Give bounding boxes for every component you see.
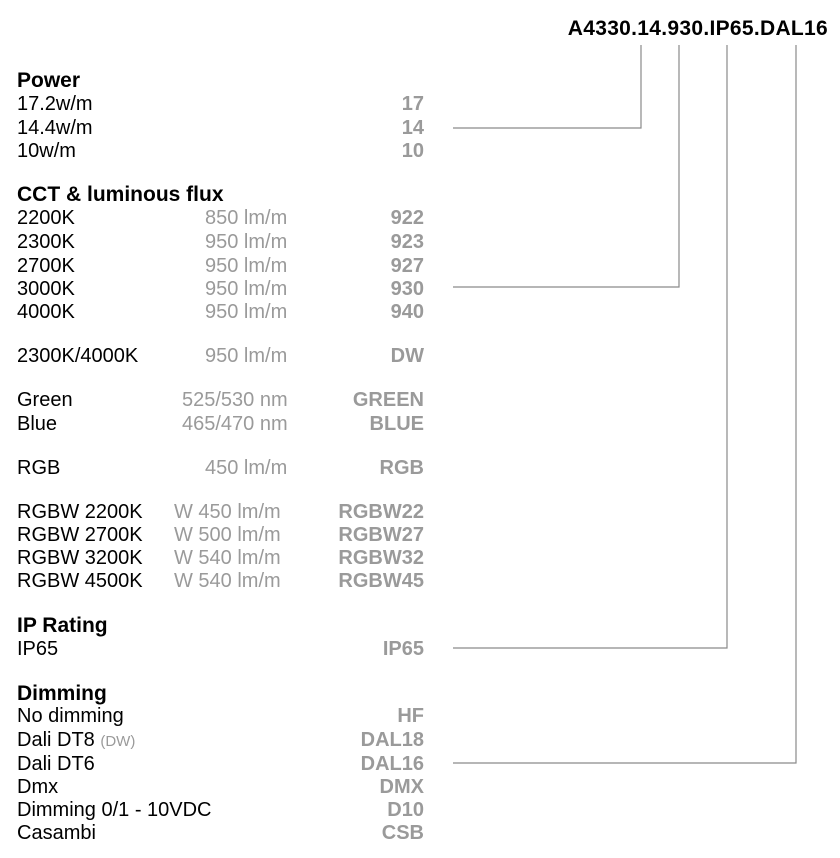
connector-ip — [453, 45, 727, 648]
cct-label: 3000K — [17, 278, 75, 300]
cct-flux: 450 lm/m — [205, 457, 288, 479]
cct-label: 4000K — [17, 301, 75, 323]
cct-code: RGBW45 — [338, 570, 424, 592]
cct-flux: 950 lm/m — [205, 345, 288, 367]
connector-power — [453, 45, 641, 128]
cct-label: RGBW 2200K — [17, 501, 143, 523]
cct-label: RGB — [17, 457, 61, 479]
dimming-code: DAL18 — [360, 729, 424, 751]
product-code: A4330.14.930.IP65.DAL16 — [567, 17, 828, 40]
cct-label: 2300K — [17, 231, 75, 253]
dimming-note: (DW) — [100, 733, 136, 750]
dimming-label: Dali DT8 — [17, 729, 95, 751]
cct-label: 2300K/4000K — [17, 345, 139, 367]
cct-code: 923 — [390, 231, 424, 253]
power-label: 14.4w/m — [17, 117, 93, 139]
dimming-code: HF — [397, 705, 424, 727]
dimming-label: No dimming — [17, 705, 124, 727]
dimming-code: DAL16 — [360, 753, 424, 775]
dimming-label: Dali DT6 — [17, 753, 95, 775]
dimming-heading: Dimming — [17, 682, 107, 705]
cct-label: Green — [17, 389, 73, 411]
dimming-label-row — [17, 730, 135, 750]
cct-flux: 950 lm/m — [205, 231, 288, 253]
cct-code: BLUE — [369, 413, 424, 435]
cct-flux: 950 lm/m — [205, 255, 288, 277]
power-code: 14 — [401, 117, 424, 139]
cct-flux: W 540 lm/m — [174, 570, 281, 592]
cct-label: Blue — [17, 413, 58, 435]
dimming-code: DMX — [379, 776, 424, 798]
power-code: 10 — [401, 140, 424, 162]
cct-label: RGBW 3200K — [17, 547, 143, 569]
power-label: 17.2w/m — [17, 93, 93, 115]
power-heading: Power — [17, 69, 81, 92]
cct-label: 2200K — [17, 207, 75, 229]
cct-label: 2700K — [17, 255, 75, 277]
connector-cct — [453, 45, 679, 287]
ip-code: IP65 — [382, 638, 424, 660]
cct-code: 922 — [390, 207, 424, 229]
cct-code: RGBW22 — [338, 501, 424, 523]
cct-label: RGBW 2700K — [17, 524, 143, 546]
cct-heading: CCT & luminous flux — [17, 183, 224, 206]
ip-label: IP65 — [17, 638, 59, 660]
dimming-label: Casambi — [17, 822, 96, 844]
cct-code: GREEN — [352, 389, 424, 411]
cct-wavelength: 465/470 nm — [182, 413, 288, 435]
cct-code: 940 — [390, 301, 424, 323]
cct-code: DW — [390, 345, 424, 367]
connector-dimming — [453, 45, 796, 763]
dimming-label: Dimming 0/1 - 10VDC — [17, 799, 212, 821]
cct-code: RGBW32 — [338, 547, 424, 569]
power-code: 17 — [401, 93, 424, 115]
cct-wavelength: 525/530 nm — [182, 389, 288, 411]
ip-heading: IP Rating — [17, 614, 108, 637]
cct-code: 930 — [390, 278, 424, 300]
cct-flux: W 500 lm/m — [174, 524, 281, 546]
cct-flux: 950 lm/m — [205, 278, 288, 300]
dimming-code: D10 — [387, 799, 424, 821]
cct-flux: 950 lm/m — [205, 301, 288, 323]
cct-code: RGB — [379, 457, 424, 479]
cct-label: RGBW 4500K — [17, 570, 143, 592]
cct-flux: W 540 lm/m — [174, 547, 281, 569]
cct-flux: 850 lm/m — [205, 207, 288, 229]
dimming-code: CSB — [381, 822, 424, 844]
cct-code: 927 — [390, 255, 424, 277]
dimming-label: Dmx — [17, 776, 59, 798]
power-label: 10w/m — [17, 140, 76, 162]
cct-code: RGBW27 — [338, 524, 424, 546]
cct-flux: W 450 lm/m — [174, 501, 281, 523]
